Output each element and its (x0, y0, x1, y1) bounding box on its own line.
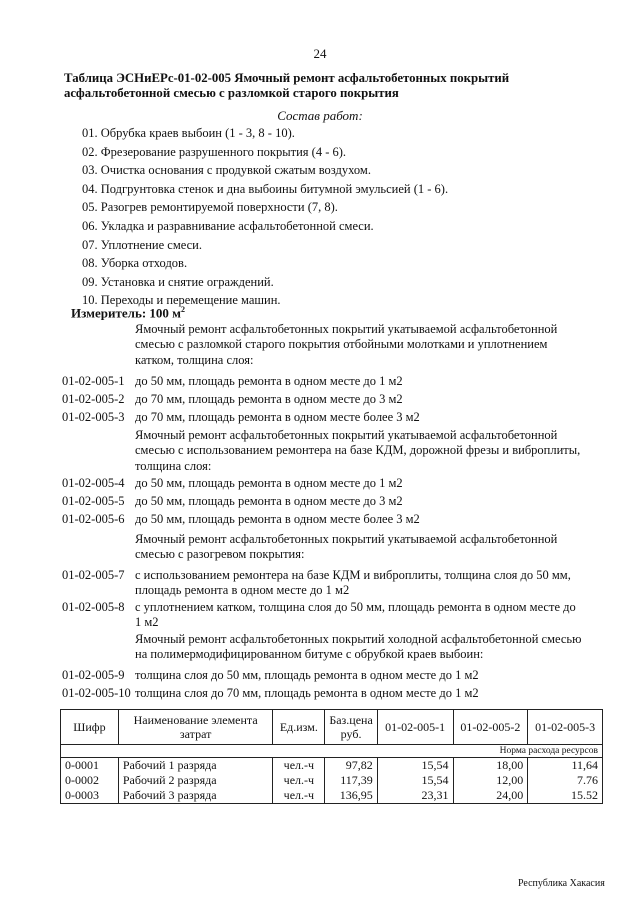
group-heading-line: толщина слоя: (135, 458, 212, 473)
row-value-3: 11,64 (528, 758, 603, 774)
works-list (82, 124, 448, 310)
group-heading-line: смесью с разогревом покрытия: (135, 547, 305, 562)
rate-description: толщина слоя до 50 мм, площадь ремонта в одном месте до 1 м2 (135, 668, 479, 682)
rate-description-line: с уплотнением катком, толщина слоя до 50 мм, площадь ремонта в одном месте до (135, 600, 576, 614)
row-unit: чел.-ч (273, 788, 325, 804)
rate-description (135, 568, 571, 599)
work-item: 04. Подгрунтовка стенок и дна выбоины битумной эмульсией (1 - 6). (82, 181, 449, 196)
header-rate-1: 01-02-005-1 (377, 710, 453, 745)
rate-code: 01-02-005-2 (62, 392, 125, 406)
row-price: 136,95 (325, 788, 377, 804)
rate-code: 01-02-005-1 (62, 374, 125, 388)
row-value-1: 23,31 (377, 788, 453, 804)
norm-caption: Норма расхода ресурсов (61, 745, 603, 758)
footer-region: Республика Хакасия (518, 878, 605, 889)
rate-description: до 50 мм, площадь ремонта в одном месте до 1 м2 (135, 374, 403, 388)
row-value-3: 15.52 (528, 788, 603, 804)
work-item: 06. Укладка и разравнивание асфальтобетонной смеси. (82, 218, 374, 233)
work-item: 10. Переходы и перемещение машин. (82, 293, 281, 308)
rate-description-line: с использованием ремонтера на базе КДМ и виброплиты, толщина слоя до 50 мм, (135, 568, 571, 582)
rate-code: 01-02-005-8 (62, 600, 125, 614)
header-code: Шифр (61, 710, 119, 745)
table-row (61, 773, 603, 788)
rate-description-line: площадь ремонта в одном месте до 1 м2 (135, 583, 350, 598)
rate-description: толщина слоя до 70 мм, площадь ремонта в одном месте до 1 м2 (135, 686, 479, 700)
row-name: Рабочий 2 разряда (118, 773, 273, 788)
work-item: 08. Уборка отходов. (82, 256, 188, 271)
header-rate-2: 01-02-005-2 (453, 710, 528, 745)
resource-table (60, 709, 603, 804)
rate-code: 01-02-005-6 (62, 512, 125, 526)
rate-description: до 50 мм, площадь ремонта в одном месте более 3 м2 (135, 512, 420, 526)
table-title-line: Таблица ЭСНиЕРс-01-02-005 Ямочный ремонт асфальтобетонных покрытий (64, 71, 510, 85)
group-heading-line: катком, толщина слоя: (135, 352, 254, 367)
row-unit: чел.-ч (273, 758, 325, 774)
rate-code: 01-02-005-5 (62, 494, 125, 508)
row-value-2: 12,00 (453, 773, 528, 788)
rate-description: до 50 мм, площадь ремонта в одном месте до 1 м2 (135, 476, 403, 490)
table-title (64, 71, 509, 101)
measure-unit (71, 305, 185, 321)
rate-code: 01-02-005-7 (62, 568, 125, 582)
row-name: Рабочий 1 разряда (118, 758, 273, 774)
rate-description: до 70 мм, площадь ремонта в одном месте до 3 м2 (135, 392, 403, 406)
row-price: 97,82 (325, 758, 377, 774)
rate-description-line: 1 м2 (135, 615, 159, 630)
group-heading-line: смесью с использованием ремонтера на базе КДМ, дорожной фрезы и виброплиты, (135, 443, 581, 458)
measure-label: Измеритель: 100 м (71, 305, 182, 321)
row-value-3: 7.76 (528, 773, 603, 788)
measure-superscript: 2 (181, 305, 186, 314)
work-item: 05. Разогрев ремонтируемой поверхности (7, 8). (82, 200, 338, 215)
group-heading (135, 532, 605, 563)
table-row (61, 788, 603, 804)
page-number: 24 (313, 46, 327, 61)
header-unit: Ед.изм. (273, 710, 325, 745)
rate-code: 01-02-005-10 (62, 686, 131, 700)
group-heading-line: Ямочный ремонт асфальтобетонных покрытий холодной асфальтобетонной смесью (135, 632, 582, 646)
work-item: 02. Фрезерование разрушенного покрытия (4 - 6). (82, 144, 347, 159)
rate-code: 01-02-005-4 (62, 476, 125, 490)
group-heading-line: Ямочный ремонт асфальтобетонных покрытий укатываемой асфальтобетонной (135, 428, 558, 442)
norm-caption-row (61, 745, 603, 758)
group-heading (135, 632, 605, 663)
group-heading-line: Ямочный ремонт асфальтобетонных покрытий укатываемой асфальтобетонной (135, 532, 558, 546)
group-heading (135, 322, 605, 368)
work-item: 09. Установка и снятие ограждений. (82, 274, 274, 289)
header-price: Баз.цена руб. (325, 710, 377, 745)
row-value-2: 18,00 (453, 758, 528, 774)
row-price: 117,39 (325, 773, 377, 788)
row-value-1: 15,54 (377, 758, 453, 774)
work-item: 07. Уплотнение смеси. (82, 237, 202, 252)
table-row (61, 758, 603, 774)
rate-description (135, 600, 576, 631)
composition-heading: Состав работ: (277, 108, 363, 123)
rate-description: до 70 мм, площадь ремонта в одном месте более 3 м2 (135, 410, 420, 424)
group-heading-line: смесью с разломкой старого покрытия отбойными молотками и уплотнением (135, 337, 548, 352)
row-code: 0-0002 (61, 773, 119, 788)
header-rate-3: 01-02-005-3 (528, 710, 603, 745)
header-name: Наименование элемента затрат (118, 710, 273, 745)
row-code: 0-0001 (61, 758, 119, 774)
table-title-line: асфальтобетонной смесью с разломкой старого покрытия (64, 86, 399, 100)
row-value-1: 15,54 (377, 773, 453, 788)
work-item: 01. Обрубка краев выбоин (1 - 3, 8 - 10). (82, 126, 295, 140)
row-code: 0-0003 (61, 788, 119, 804)
rate-code: 01-02-005-3 (62, 410, 125, 424)
rate-code: 01-02-005-9 (62, 668, 125, 682)
group-heading (135, 428, 605, 474)
work-item: 03. Очистка основания с продувкой сжатым воздухом. (82, 163, 371, 178)
row-value-2: 24,00 (453, 788, 528, 804)
group-heading-line: на полимермодифицированном битуме с обрубкой краев выбоин: (135, 647, 484, 662)
row-name: Рабочий 3 разряда (118, 788, 273, 804)
rate-description: до 50 мм, площадь ремонта в одном месте до 3 м2 (135, 494, 403, 508)
row-unit: чел.-ч (273, 773, 325, 788)
table-header-row (61, 710, 603, 745)
group-heading-line: Ямочный ремонт асфальтобетонных покрытий укатываемой асфальтобетонной (135, 322, 558, 336)
